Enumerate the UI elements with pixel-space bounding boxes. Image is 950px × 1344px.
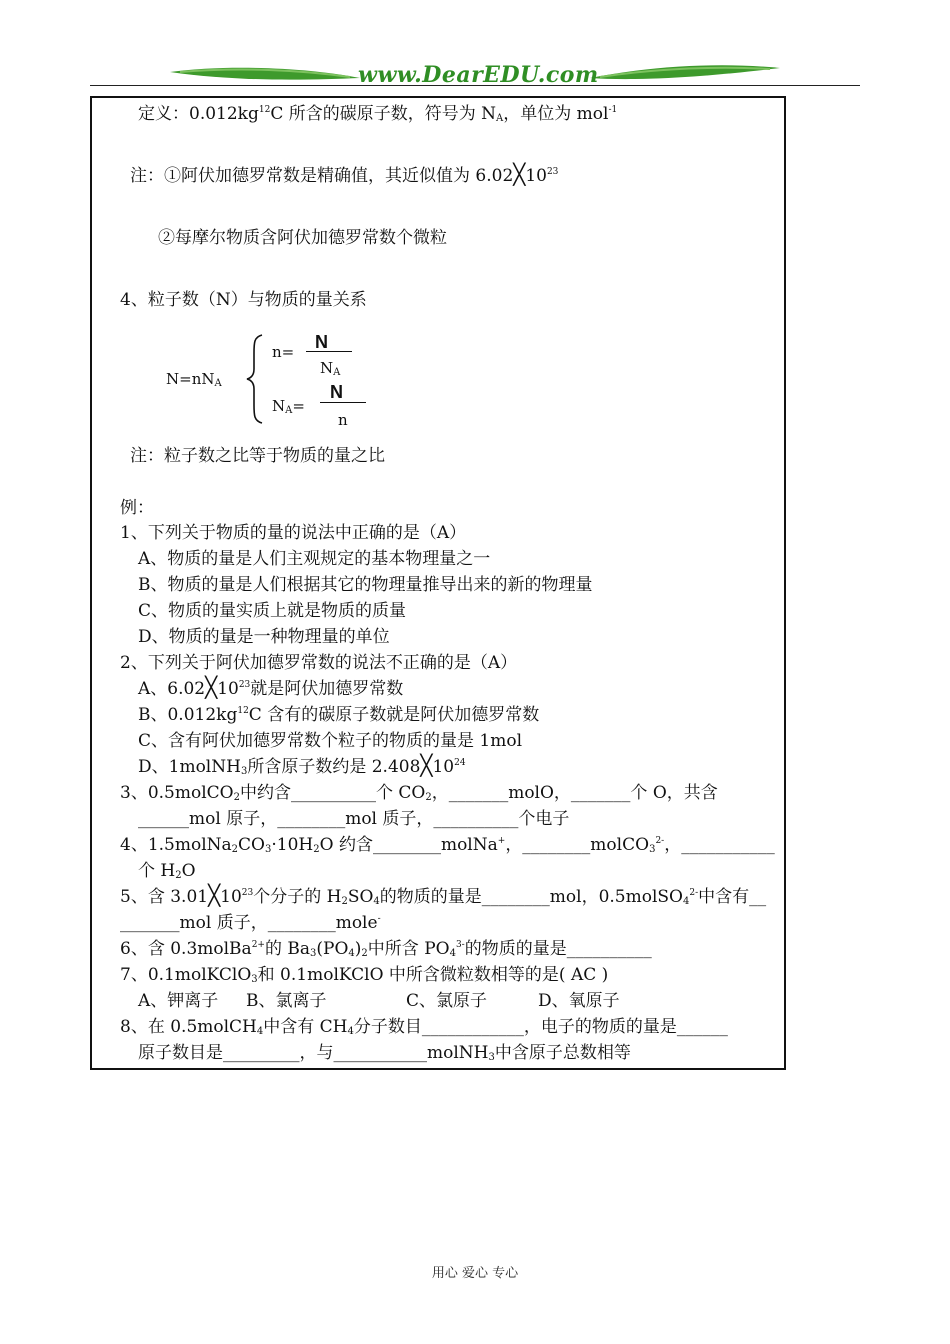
logo-text: www.DearEDU.com — [358, 62, 599, 88]
q7-option-a: A、钾离子 — [138, 991, 219, 1011]
header-logo — [170, 58, 780, 94]
formula-main: $N=nN_A$ — [166, 370, 222, 389]
formula-na-label: $N_A=$ — [272, 397, 305, 416]
q5-line-2: _______mol 质子，________mole- — [120, 913, 381, 933]
q2-option-d: D、1molNH$_3$所含原子数约是 $2.408╳10^{24}$ — [138, 753, 466, 777]
page-footer: 用心 爱心 专心 — [431, 1266, 519, 1281]
fraction-1-denominator: $N_A$ — [320, 359, 341, 378]
q1-option-a: A、物质的量是人们主观规定的基本物理量之一 — [138, 549, 491, 569]
q8-line-1: 8、在 0.5molCH$_4$中含有 $CH_4$分子数目____________，电子的物质的量是______ — [120, 1017, 728, 1037]
q7-stem: 7、0.1molKClO$_3$和 0.1molKClO 中所含微粒数相等的是( AC ) — [120, 965, 609, 985]
q1-option-c: C、物质的量实质上就是物质的质量 — [138, 601, 407, 621]
q2-option-c: C、含有阿伏加德罗常数个粒子的物质的量是 1mol — [138, 731, 523, 751]
q1-option-d: D、物质的量是一种物理量的单位 — [138, 627, 390, 647]
q7-option-c: C、氯原子 — [406, 991, 488, 1011]
fraction-1-numerator: N — [315, 332, 328, 352]
section-4-title: 4、粒子数（N）与物质的量关系 — [120, 290, 367, 310]
q7-option-b: B、氯离子 — [246, 991, 327, 1011]
left-brace-icon — [244, 333, 266, 425]
q3-line-1: 3、0.5molCO$_2$中约含__________个 $CO_2$，_______molO，_______个 O，共含 — [120, 783, 718, 803]
header-rule — [90, 85, 860, 86]
q3-line-2: ______mol 原子，________mol 质子，__________个电子 — [138, 809, 570, 829]
q4-line-2: 个 $H_2O$ — [138, 861, 196, 881]
formula-n-label: n= — [272, 343, 295, 361]
q1-option-b: B、物质的量是人们根据其它的物理量推导出来的新的物理量 — [138, 575, 593, 595]
fraction-1-bar — [306, 351, 352, 352]
note-2: ②每摩尔物质含阿伏加德罗常数个微粒 — [158, 228, 447, 248]
fraction-2-denominator: n — [338, 411, 348, 429]
q4-line-1: 4、$1.5molNa_2CO_3\cdot 10H_2O$ 约含________molNa+，________molCO$_3^{2-}$，___________ — [120, 835, 775, 855]
q7-option-d: D、氧原子 — [538, 991, 620, 1011]
note-1: 注：①阿伏加德罗常数是精确值，其近似值为 $6.02╳10^{23}$ — [130, 162, 559, 186]
definition-line: 定义：$0.012kg^{12}C$ 所含的碳原子数，符号为 $N_A$，单位为 mol$^{-1}$ — [138, 104, 618, 124]
q5-line-1: 5、含 $3.01╳10^{23}$个分子的 $H_2SO_4$的物质的量是________mol，0.5molSO$_4^{2-}$中含有__ — [120, 883, 767, 907]
fraction-2-numerator: N — [330, 382, 343, 402]
q2-stem: 2、下列关于阿伏加德罗常数的说法不正确的是（A） — [120, 653, 518, 673]
example-label: 例： — [120, 498, 154, 518]
fraction-2-bar — [320, 402, 366, 403]
q6-line: 6、含 0.3molBa$^{2+}$的 $Ba_3(PO_4)_2$中所含 $PO_4^{3-}$的物质的量是__________ — [120, 939, 652, 959]
q2-option-a: A、$6.02╳10^{23}$就是阿伏加德罗常数 — [138, 675, 404, 699]
q2-option-b: B、$0.012kg^{12}C$ 含有的碳原子数就是阿伏加德罗常数 — [138, 705, 540, 725]
note-3: 注：粒子数之比等于物质的量之比 — [130, 446, 385, 466]
q1-stem: 1、下列关于物质的量的说法中正确的是（A） — [120, 523, 467, 543]
q8-line-2: 原子数目是_________，与___________molNH$_3$中含原子总数相等 — [138, 1043, 631, 1063]
